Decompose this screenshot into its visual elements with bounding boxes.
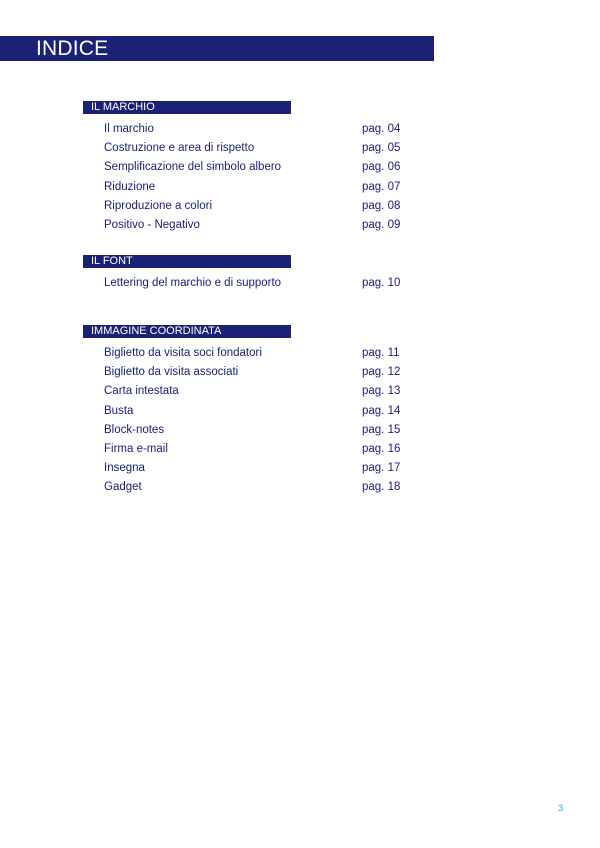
section-header: IL MARCHIO [83,101,291,114]
toc-entry[interactable] [83,478,413,497]
toc-entry-label: Insegna [104,462,145,475]
toc-entry[interactable] [83,158,413,177]
toc-entry-page: pag. 12 [362,366,401,379]
toc-entry-page: pag. 11 [362,347,400,359]
toc-entry-label: Semplificazione del simbolo albero [104,161,282,174]
toc-entry-page: pag. 10 [362,277,401,289]
toc-entry[interactable] [83,402,413,421]
toc-entry-label: Costruzione e area di rispetto [104,142,255,155]
toc-entry[interactable] [83,139,413,158]
page-number: 3 [558,803,564,813]
toc-entry-page: pag. 07 [362,180,401,193]
toc-entry-page: pag. 18 [362,481,401,494]
toc-entry-page: pag. 17 [362,462,401,475]
toc-entry[interactable] [83,421,413,440]
toc-entry-page: pag. 06 [362,161,401,174]
toc-entry-label: Riproduzione a colori [104,199,213,212]
toc-entry[interactable] [83,216,413,235]
toc-entry-page: pag. 05 [362,142,401,155]
toc-entry[interactable] [83,382,413,401]
toc-entry-page: pag. 16 [362,442,401,455]
toc-entry-page: pag. 15 [362,423,401,436]
toc-entry-page: pag. 09 [362,218,401,231]
toc-entry-label: Firma e-mail [104,442,168,455]
index-title-bar [0,36,434,61]
toc-section-il-marchio [83,101,413,235]
toc-entry[interactable] [83,344,413,363]
toc-entry-label: Block-notes [104,423,165,436]
toc-entry-page: pag. 08 [362,199,401,212]
toc-entry-label: Riduzione [104,180,156,193]
section-header: IL FONT [83,255,291,268]
toc-entry-label: Il marchio [104,123,154,135]
toc-entry[interactable] [83,459,413,478]
toc-entry[interactable] [83,178,413,197]
toc-entry[interactable] [83,440,413,459]
toc-entry-label: Biglietto da visita associati [104,366,239,379]
toc-entry[interactable] [83,197,413,216]
page-title: INDICE [36,37,109,60]
toc-entry-label: Gadget [104,481,142,494]
toc-entry-label: Lettering del marchio e di supporto [104,277,282,289]
toc-entry-label: Carta intestata [104,385,179,398]
toc-entry[interactable] [83,363,413,382]
section-header: IMMAGINE COORDINATA [83,325,291,338]
toc-entry[interactable] [83,120,413,139]
toc-entry-page: pag. 13 [362,385,401,398]
toc-entry[interactable] [83,274,413,293]
toc-entry-page: pag. 14 [362,404,401,417]
toc-entry-page: pag. 04 [362,123,401,135]
toc-entry-label: Busta [104,404,134,417]
toc-entry-label: Biglietto da visita soci fondatori [104,347,262,359]
toc-section-il-font [83,255,413,293]
toc-entry-label: Positivo - Negativo [104,218,200,231]
toc-section-immagine-coordinata [83,325,413,498]
